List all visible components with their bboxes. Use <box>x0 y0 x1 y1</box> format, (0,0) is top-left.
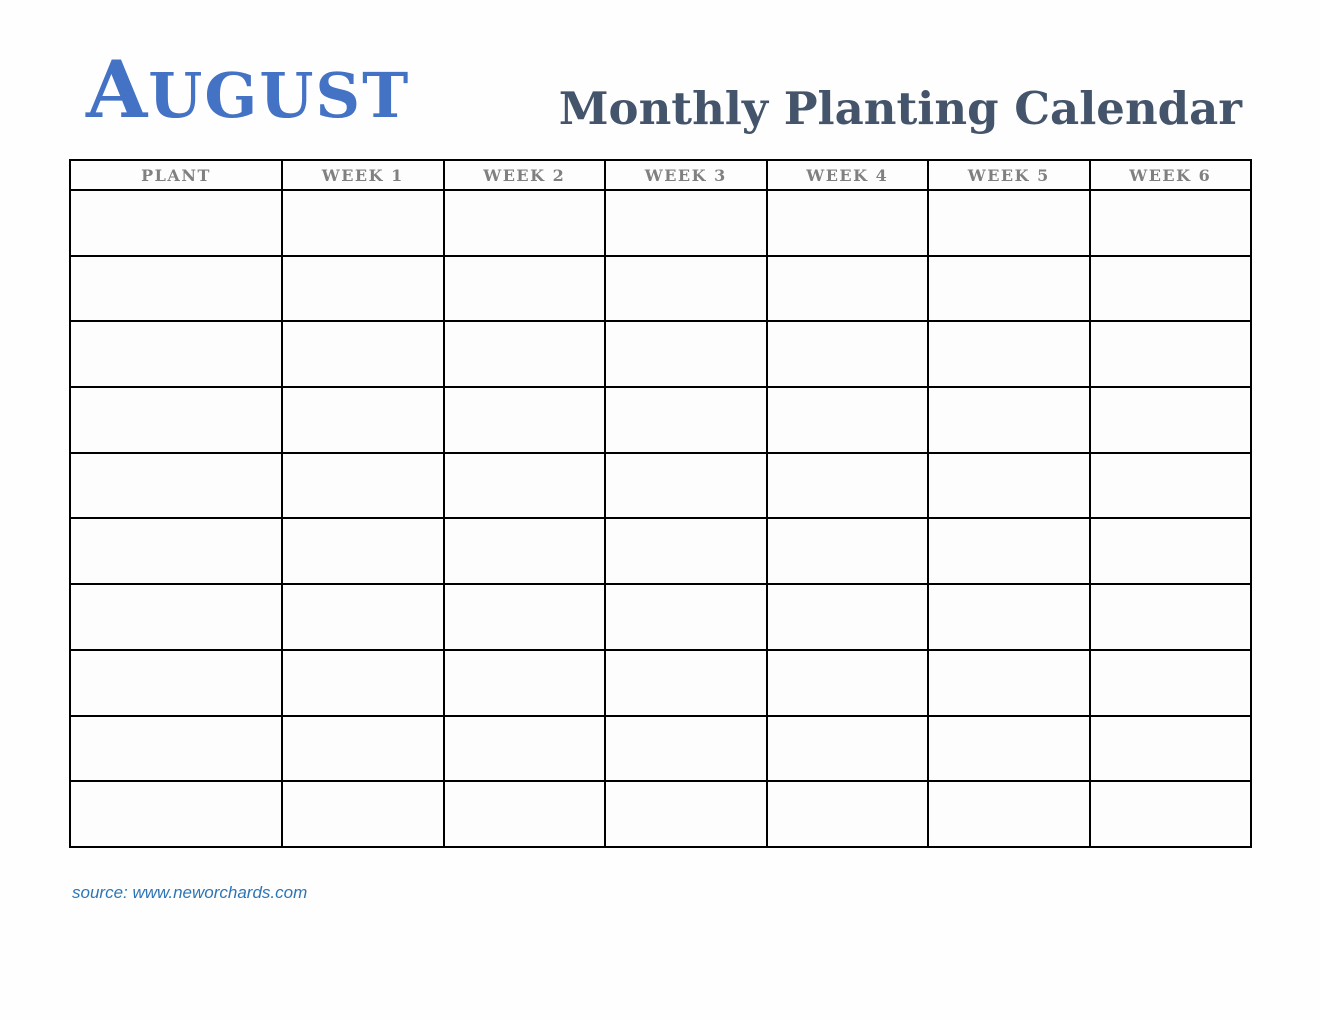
table-cell <box>1090 453 1252 519</box>
table-cell <box>282 584 444 650</box>
table-cell <box>605 453 767 519</box>
table-row <box>70 518 1251 584</box>
month-title-initial: A <box>86 43 149 136</box>
table-cell <box>767 781 929 847</box>
table-cell <box>928 650 1090 716</box>
column-header-week-4: WEEK 4 <box>767 160 929 190</box>
table-header-row <box>70 160 1251 190</box>
month-title-rest: UGUST <box>148 59 411 132</box>
column-header-plant: PLANT <box>70 160 282 190</box>
table-cell <box>605 716 767 782</box>
table-cell <box>605 321 767 387</box>
table-cell <box>928 387 1090 453</box>
table-cell <box>444 453 606 519</box>
table-cell <box>928 190 1090 256</box>
table-cell <box>928 453 1090 519</box>
table-cell <box>444 256 606 322</box>
table-cell <box>605 387 767 453</box>
table-cell <box>767 716 929 782</box>
table-cell <box>282 387 444 453</box>
table-cell <box>605 584 767 650</box>
table-cell <box>282 781 444 847</box>
table-cell <box>928 321 1090 387</box>
table-cell <box>605 256 767 322</box>
table-cell <box>444 781 606 847</box>
table-cell <box>282 321 444 387</box>
table-cell <box>70 584 282 650</box>
table-cell <box>282 518 444 584</box>
table-cell <box>444 387 606 453</box>
month-title <box>86 43 411 136</box>
table-cell <box>767 453 929 519</box>
table-cell <box>928 716 1090 782</box>
table-cell <box>928 518 1090 584</box>
table-cell <box>928 781 1090 847</box>
table-cell <box>70 518 282 584</box>
table-cell <box>605 650 767 716</box>
column-header-week-5: WEEK 5 <box>928 160 1090 190</box>
table-cell <box>282 190 444 256</box>
table-cell <box>444 321 606 387</box>
source-note: source: www.neworchards.com <box>72 883 308 902</box>
table-cell <box>767 190 929 256</box>
table-cell <box>767 518 929 584</box>
table-cell <box>1090 781 1252 847</box>
column-header-week-6: WEEK 6 <box>1090 160 1252 190</box>
table-cell <box>767 321 929 387</box>
table-cell <box>444 518 606 584</box>
table-cell <box>70 321 282 387</box>
column-header-week-1: WEEK 1 <box>282 160 444 190</box>
table-cell <box>282 716 444 782</box>
table-row <box>70 650 1251 716</box>
planting-table <box>69 159 1252 848</box>
table-cell <box>928 256 1090 322</box>
table-cell <box>70 387 282 453</box>
table-cell <box>767 650 929 716</box>
table-row <box>70 584 1251 650</box>
table-cell <box>282 453 444 519</box>
table-row <box>70 256 1251 322</box>
column-header-week-2: WEEK 2 <box>444 160 606 190</box>
table-cell <box>605 781 767 847</box>
table-cell <box>70 716 282 782</box>
table-row <box>70 453 1251 519</box>
table-cell <box>1090 650 1252 716</box>
table-body <box>70 190 1251 847</box>
table-cell <box>70 650 282 716</box>
table-cell <box>1090 716 1252 782</box>
table-cell <box>70 256 282 322</box>
table-cell <box>444 716 606 782</box>
table-cell <box>444 650 606 716</box>
column-header-week-3: WEEK 3 <box>605 160 767 190</box>
table-row <box>70 781 1251 847</box>
table-cell <box>605 190 767 256</box>
table-cell <box>767 584 929 650</box>
table-cell <box>1090 256 1252 322</box>
table-row <box>70 387 1251 453</box>
table-cell <box>444 584 606 650</box>
table-cell <box>70 781 282 847</box>
table-cell <box>928 584 1090 650</box>
table-cell <box>1090 387 1252 453</box>
page-subtitle: Monthly Planting Calendar <box>558 82 1242 135</box>
table-cell <box>444 190 606 256</box>
table-cell <box>767 256 929 322</box>
table-cell <box>1090 518 1252 584</box>
table-cell <box>1090 584 1252 650</box>
table-cell <box>1090 321 1252 387</box>
table-cell <box>70 453 282 519</box>
table-row <box>70 716 1251 782</box>
table-cell <box>282 650 444 716</box>
table-cell <box>70 190 282 256</box>
table-row <box>70 321 1251 387</box>
table-cell <box>605 518 767 584</box>
table-cell <box>767 387 929 453</box>
table-cell <box>1090 190 1252 256</box>
table-cell <box>282 256 444 322</box>
table-row <box>70 190 1251 256</box>
